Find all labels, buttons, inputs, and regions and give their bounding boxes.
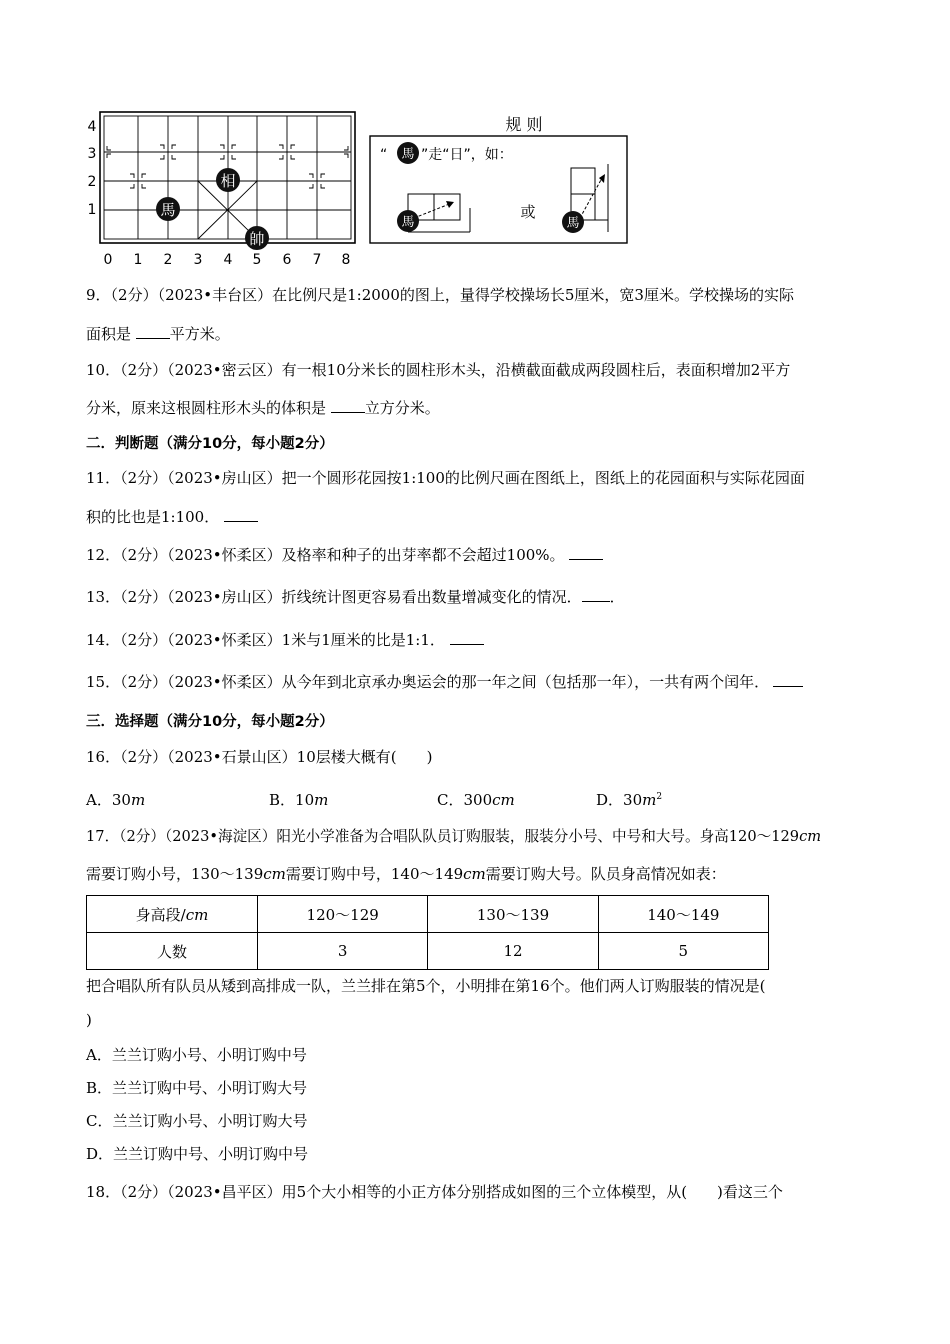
svg-text:0: 0 [103, 252, 113, 268]
q9-answer-blank[interactable] [136, 324, 170, 339]
table-header-cell: 140～149 [598, 896, 768, 933]
q16-option-d[interactable]: D．$30m^2$ [596, 791, 663, 809]
q11-line2 [86, 506, 258, 527]
q16-option-b[interactable]: B．10m [269, 791, 329, 809]
y-axis-label: 1 [87, 202, 97, 218]
q14-text: 14．（2分）（2023•怀柔区）1米与1厘米的比是1:1． [86, 631, 450, 649]
svg-text:馬: 馬 [401, 215, 415, 230]
q9-line1: 9．（2分）（2023•丰台区）在比例尺是1:2000的图上，量得学校操场长5厘米，宽3厘米。学校操场的实际 [86, 286, 794, 304]
q10-answer-blank[interactable] [331, 398, 365, 413]
rules-horse-glyph: 馬 [401, 147, 415, 162]
q10-text-a: 分米，原来这根圆柱形木头的体积是 [86, 399, 331, 417]
q17-after-line2: ) [86, 1011, 92, 1029]
q17-line1: 17．（2分）（2023•海淀区）阳光小学准备为合唱队队员订购服装，服装分小号、中号和大号。身高120～129cm [86, 828, 822, 845]
table-cell: 5 [598, 933, 768, 970]
svg-text:相: 相 [220, 172, 236, 190]
q9-text-b: 平方米。 [169, 325, 230, 343]
table-cell: 人数 [87, 933, 258, 970]
section-3-heading: 三．选择题（满分10分，每小题2分） [86, 714, 334, 730]
q10-line2 [86, 397, 440, 418]
x-axis [104, 252, 351, 268]
table-row [87, 896, 769, 933]
q10-line1: 10．（2分）（2023•密云区）有一根10分米长的圆柱形木头，沿横截面截成两段圆柱后，表面积增加2平方 [86, 361, 791, 379]
q13-answer-blank[interactable] [582, 587, 610, 602]
svg-text:7: 7 [312, 252, 322, 268]
rules-quote-open: “ [380, 147, 388, 163]
svg-text:馬: 馬 [566, 216, 580, 231]
q15-answer-blank[interactable] [773, 672, 803, 687]
q17-option-c[interactable]: C．兰兰订购小号、小明订购大号 [86, 1112, 308, 1130]
marshal-piece [245, 226, 269, 250]
q11-answer-blank[interactable] [224, 507, 258, 522]
svg-text:8: 8 [341, 252, 351, 268]
q12-text: 12．（2分）（2023•怀柔区）及格率和种子的出芽率都不会超过100%。 [86, 546, 570, 564]
horse-piece [156, 197, 180, 221]
y-axis-label: 3 [87, 146, 97, 162]
q16-option-c[interactable]: C．300cm [437, 791, 515, 809]
q14-answer-blank[interactable] [450, 630, 484, 645]
rules-or: 或 [520, 203, 536, 221]
y-axis-label: 2 [87, 174, 97, 190]
svg-text:3: 3 [193, 252, 203, 268]
q17-after-line1: 把合唱队所有队员从矮到高排成一队，兰兰排在第5个，小明排在第16个。他们两人订购服装的情况是( [86, 977, 766, 995]
q11-line1: 11．（2分）（2023•房山区）把一个圆形花园按1:100的比例尺画在图纸上，图纸上的花园面积与实际花园面 [86, 469, 805, 487]
table-cell: 12 [428, 933, 598, 970]
q16-stem: 16．（2分）（2023•石景山区）10层楼大概有( ) [86, 748, 433, 766]
chess-figure [80, 108, 880, 268]
q13-period: ． [609, 588, 625, 606]
q11-text: 积的比也是1:100． [86, 508, 224, 526]
q14 [86, 629, 484, 650]
table-header-cell: 120～129 [258, 896, 428, 933]
rules-title: 规 则 [505, 115, 543, 134]
q17-option-d[interactable]: D．兰兰订购中号、小明订购中号 [86, 1145, 309, 1163]
table-cell: 3 [258, 933, 428, 970]
q16-option-a[interactable]: A．30m [86, 791, 146, 809]
table-header-cell: 身高段/cm [87, 896, 258, 933]
q17-line2: 需要订购小号，130～139cm需要订购中号，140～149cm需要订购大号。队员身高情况如表： [86, 865, 726, 883]
svg-text:帥: 帥 [249, 230, 265, 248]
elephant-piece [216, 168, 240, 192]
q15 [86, 671, 803, 692]
q12-answer-blank[interactable] [569, 545, 603, 560]
svg-text:6: 6 [282, 252, 292, 268]
height-table [86, 895, 769, 970]
q13-text: 13．（2分）（2023•房山区）折线统计图更容易看出数量增减变化的情况． [86, 588, 582, 606]
q15-text: 15．（2分）（2023•怀柔区）从今年到北京承办奥运会的那一年之间（包括那一年），一共有两个闰年． [86, 673, 770, 691]
q17-option-a[interactable]: A．兰兰订购小号、小明订购中号 [86, 1046, 307, 1064]
q17-option-b[interactable]: B．兰兰订购中号、小明订购大号 [86, 1079, 308, 1097]
table-header-cell: 130～139 [428, 896, 598, 933]
q13 [86, 586, 625, 607]
q18-line1: 18．（2分）（2023•昌平区）用5个大小相等的小正方体分别搭成如图的三个立体模型，从( )看这三个 [86, 1183, 783, 1201]
section-2-heading: 二．判断题（满分10分，每小题2分） [86, 436, 334, 452]
rules-text: ”走“日”，如： [421, 147, 513, 163]
svg-text:5: 5 [252, 252, 262, 268]
y-axis-label: 4 [87, 119, 97, 135]
q9-text-a: 面积是 [86, 325, 136, 343]
svg-text:1: 1 [133, 252, 143, 268]
svg-text:馬: 馬 [160, 201, 176, 219]
q12 [86, 544, 603, 565]
q10-text-b: 立方分米。 [364, 399, 440, 417]
q9-line2 [86, 323, 230, 344]
svg-text:2: 2 [163, 252, 173, 268]
svg-text:4: 4 [223, 252, 233, 268]
table-row [87, 933, 769, 970]
